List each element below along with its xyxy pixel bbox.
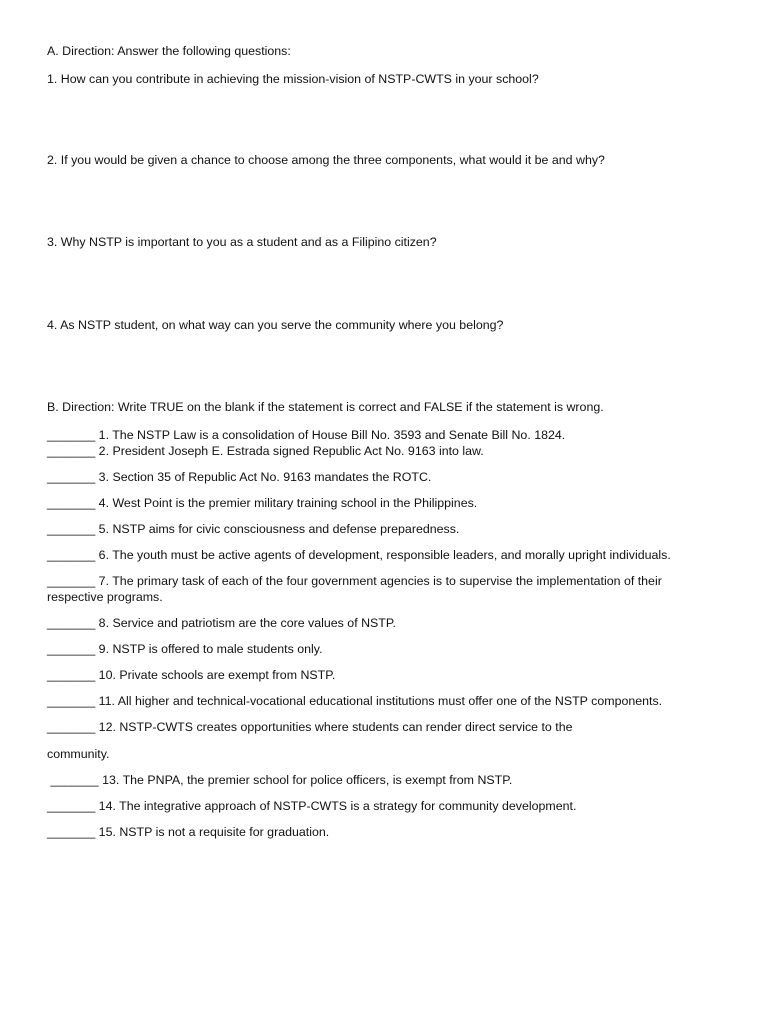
tf-item-13: _______ 13. The PNPA, the premier school for police officers, is exempt from NSTP.	[47, 773, 513, 787]
tf-item-6: _______ 6. The youth must be active agents of development, responsible leaders, and morally upright individuals.	[47, 548, 671, 562]
tf-item-12: _______ 12. NSTP-CWTS creates opportunities where students can render direct service to the	[47, 720, 573, 734]
tf-item-3: _______ 3. Section 35 of Republic Act No. 9163 mandates the ROTC.	[47, 470, 432, 484]
tf-item-10: _______ 10. Private schools are exempt from NSTP.	[47, 668, 336, 682]
question-1: 1. How can you contribute in achieving the mission-vision of NSTP-CWTS in your school?	[47, 72, 539, 86]
tf-item-12-continuation: community.	[47, 747, 110, 761]
tf-item-9: _______ 9. NSTP is offered to male students only.	[47, 642, 323, 656]
tf-item-11: _______ 11. All higher and technical-vocational educational institutions must offer one of the NSTP components.	[47, 694, 663, 708]
question-3: 3. Why NSTP is important to you as a student and as a Filipino citizen?	[47, 235, 437, 249]
section-b-direction: B. Direction: Write TRUE on the blank if the statement is correct and FALSE if the statement is wrong.	[47, 400, 604, 414]
tf-item-1: _______ 1. The NSTP Law is a consolidation of House Bill No. 3593 and Senate Bill No. 1824.	[47, 428, 566, 442]
question-2: 2. If you would be given a chance to choose among the three components, what would it be and why?	[47, 153, 605, 167]
question-4: 4. As NSTP student, on what way can you serve the community where you belong?	[47, 318, 504, 332]
tf-item-4: _______ 4. West Point is the premier military training school in the Philippines.	[47, 496, 478, 510]
tf-item-15: _______ 15. NSTP is not a requisite for graduation.	[47, 825, 330, 839]
tf-item-5: _______ 5. NSTP aims for civic consciousness and defense preparedness.	[47, 522, 460, 536]
tf-item-7: _______ 7. The primary task of each of the four government agencies is to supervise the implementation of their respective programs.	[47, 574, 662, 604]
tf-item-2: _______ 2. President Joseph E. Estrada signed Republic Act No. 9163 into law.	[47, 444, 484, 458]
section-a-direction: A. Direction: Answer the following questions:	[47, 44, 291, 58]
tf-item-8: _______ 8. Service and patriotism are the core values of NSTP.	[47, 616, 396, 630]
tf-item-14: _______ 14. The integrative approach of NSTP-CWTS is a strategy for community development.	[47, 799, 577, 813]
